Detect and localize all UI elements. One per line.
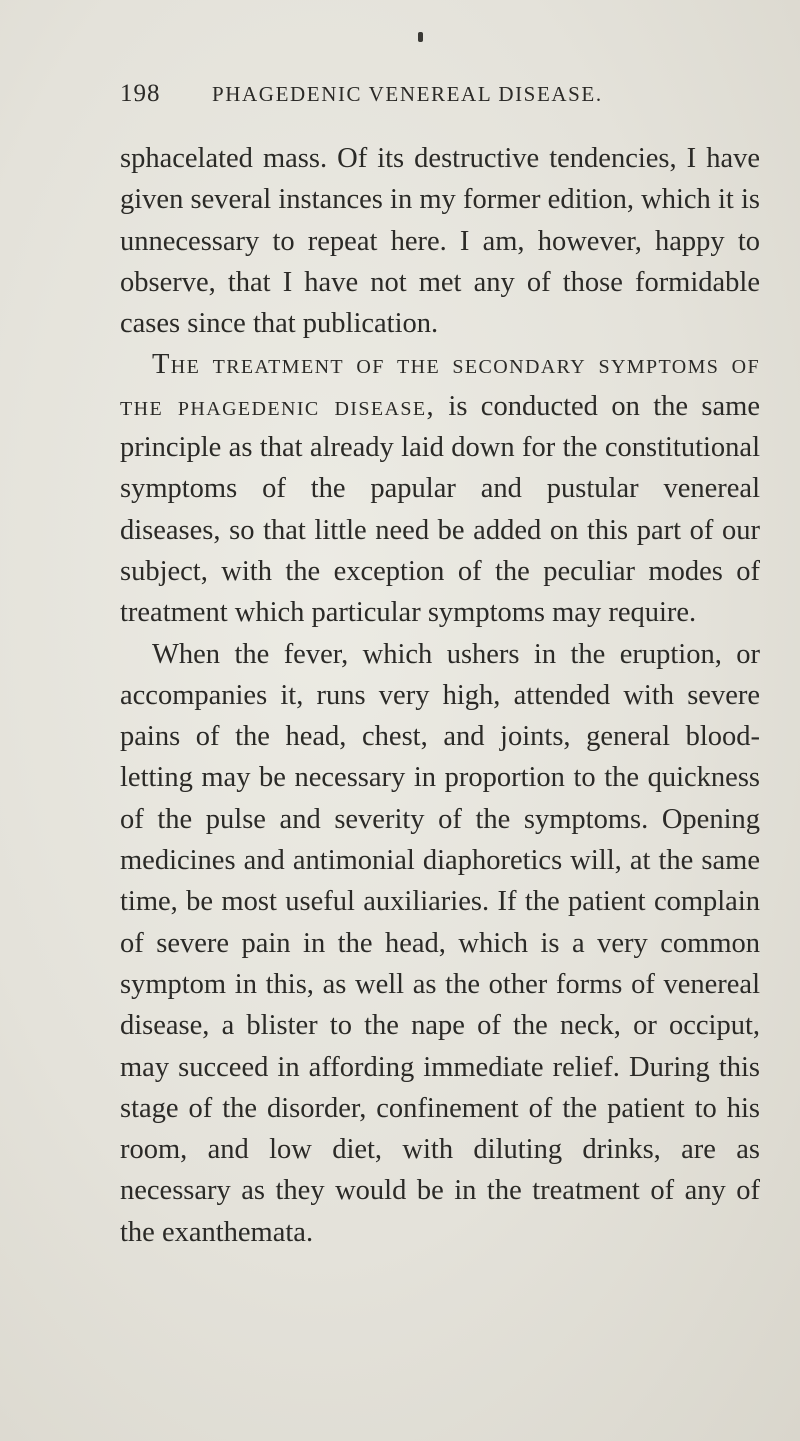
ink-mark (418, 32, 423, 42)
paragraph-2 (120, 344, 760, 633)
paragraph-3: When the fever, which ushers in the eruption, or accompanies it, runs very high, attended with severe pains of the head, chest, and joints, general blood-letting may be necessary in proportion to the quickness of the pulse and severity of the symptoms. Opening medicines and antimonial diaphoretics will, at the same time, be most useful auxiliaries. If the patient complain of severe pain in the head, which is a very common symptom in this, as well as the other forms of venereal disease, a blister to the nape of the neck, or occiput, may succeed in affording immediate relief. During this stage of the disorder, confinement of the patient to his room, and low diet, with diluting drinks, are as necessary as they would be in the treatment of any of the exanthemata. (120, 638, 760, 1248)
paragraph-2-text: is conducted on the same principle as that already laid down for the constitutional symptoms of the papular and pustular venereal diseases, so that little need be added on this part of our subject, with the exception of the peculiar modes of treatment which particular symptoms may require. (120, 390, 760, 629)
page-number: 198 (120, 80, 161, 107)
body-text (120, 138, 760, 1253)
running-title: PHAGEDENIC VENEREAL DISEASE. (212, 82, 603, 106)
paragraph-1: sphacelated mass. Of its destructive tendencies, I have given several instances in my former edition, which it is unnecessary to repeat here. I am, however, happy to observe, that I have not met any of those formidable cases since that publication. (120, 143, 760, 340)
page-header (120, 80, 740, 120)
paragraph-2-lead: The treatment of the secondary symptoms of the phagedenic disease, (120, 349, 760, 422)
